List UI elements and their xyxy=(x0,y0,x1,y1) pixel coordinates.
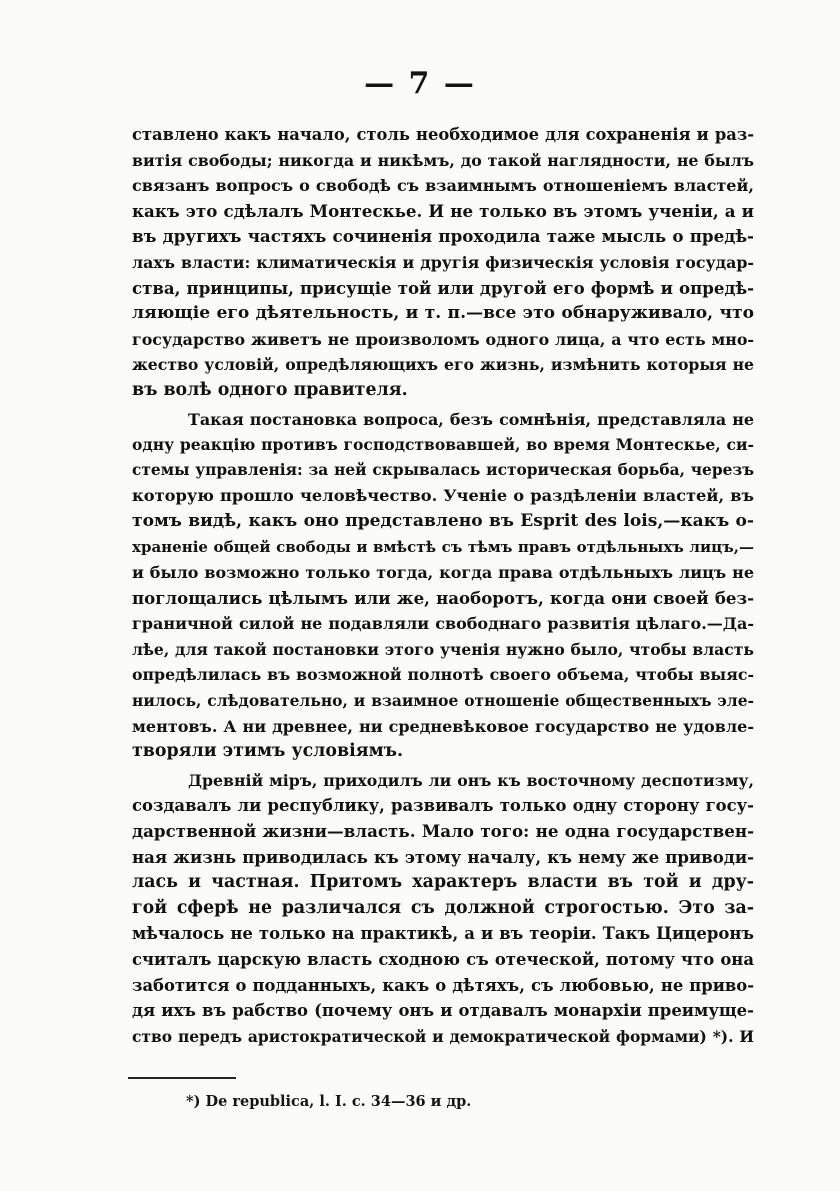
text-line: лась и частная. Притомъ характеръ власти въ той и дру- xyxy=(132,872,754,893)
text-line: ставлено какъ начало, столь необходимое для сохраненія и раз- xyxy=(132,125,754,144)
text-line: витія свободы; никогда и никѣмъ, до такой наглядности, не былъ xyxy=(132,150,754,170)
text-line: гой сферѣ не различался съ должной строгостью. Это за- xyxy=(132,897,754,918)
text-line: лахъ власти: климатическія и другія физическія условія государ- xyxy=(132,252,754,272)
text-line: поглощались цѣлымъ или же, наоборотъ, когда они своей без- xyxy=(132,587,754,608)
text-line: стемы управленія: за ней скрывалась историческая борьба, черезъ xyxy=(132,460,754,479)
text-line: лѣе, для такой постановки этого ученія нужно было, чтобы власть xyxy=(132,639,754,659)
text-line: жество условій, опредѣляющихъ его жизнь, измѣнить которыя не xyxy=(132,355,754,375)
text-line: ментовъ. А ни древнее, ни средневѣковое государство не удовле- xyxy=(132,716,754,736)
text-line: создавалъ ли республику, развивалъ только одну сторону госу- xyxy=(132,796,754,816)
text-line: опредѣлилась въ возможной полнотѣ своего объема, чтобы выяс- xyxy=(132,665,754,685)
text-line: Древній міръ, приходилъ ли онъ къ восточному деспотизму, xyxy=(188,770,754,790)
text-line: заботится о подданныхъ, какъ о дѣтяхъ, съ любовью, не приво- xyxy=(132,975,754,995)
text-line: дарственной жизни—власть. Мало того: не одна государствен- xyxy=(132,821,754,842)
page-number: — 7 — xyxy=(364,66,476,101)
text-line: государство живетъ не произволомъ одного лица, а что есть мно- xyxy=(132,329,754,349)
paragraph-3 xyxy=(132,768,754,1050)
text-line: считалъ царскую власть сходною съ отеческой, потому что она xyxy=(132,950,754,969)
text-line: Такая постановка вопроса, безъ сомнѣнія, представляла не xyxy=(188,409,754,429)
main-text xyxy=(132,122,754,1049)
text-line: и было возможно только тогда, когда права отдѣльныхъ лицъ не xyxy=(132,563,754,583)
text-line: въ другихъ частяхъ сочиненія проходила таже мысль о предѣ- xyxy=(132,226,754,247)
text-line: граничной силой не подавляли свободнаго развитія цѣлаго.—Да- xyxy=(132,614,754,634)
paragraph-1 xyxy=(132,122,754,404)
text-line: одну реакцію противъ господствовавшей, во время Монтескье, си- xyxy=(132,435,754,455)
text-line: ная жизнь приводилась къ этому началу, къ нему же приводи- xyxy=(132,846,754,867)
text-line: связанъ вопросъ о свободѣ съ взаимнымъ отношеніемъ властей, xyxy=(132,176,754,196)
text-line: ства, принципы, присущіе той или другой его формѣ и опредѣ- xyxy=(132,277,754,298)
text-line: томъ видѣ, какъ оно представлено въ Esprit des lois,—какъ о- xyxy=(132,510,754,531)
text-line: творяли этимъ условіямъ. xyxy=(132,741,404,762)
text-line: дя ихъ въ рабство (почему онъ и отдавалъ монархіи преимуще- xyxy=(132,1001,754,1021)
paragraph-2 xyxy=(132,407,754,765)
text-line: нилось, слѣдовательно, и взаимное отношеніе общественныхъ эле- xyxy=(132,691,754,711)
footnote-divider xyxy=(128,1077,236,1079)
text-line: храненіе общей свободы и вмѣстѣ съ тѣмъ правъ отдѣльныхъ лицъ,— xyxy=(132,537,754,556)
text-line: ство передъ аристократической и демократической формами) *). И xyxy=(132,1026,754,1046)
text-line: мѣчалось не только на практикѣ, а и въ теоріи. Такъ Цицеронъ xyxy=(132,924,754,944)
footnote: *) De republica, l. I. c. 34—36 и др. xyxy=(186,1093,472,1110)
text-line: ляющіе его дѣятельность, и т. п.—все это обнаруживало, что xyxy=(132,303,754,324)
text-line: какъ это сдѣлалъ Монтескье. И не только въ этомъ ученіи, а и xyxy=(132,200,754,221)
text-line: въ волѣ одного правителя. xyxy=(132,379,408,400)
text-line: которую прошло человѣчество. Ученіе о раздѣленіи властей, въ xyxy=(132,486,754,506)
